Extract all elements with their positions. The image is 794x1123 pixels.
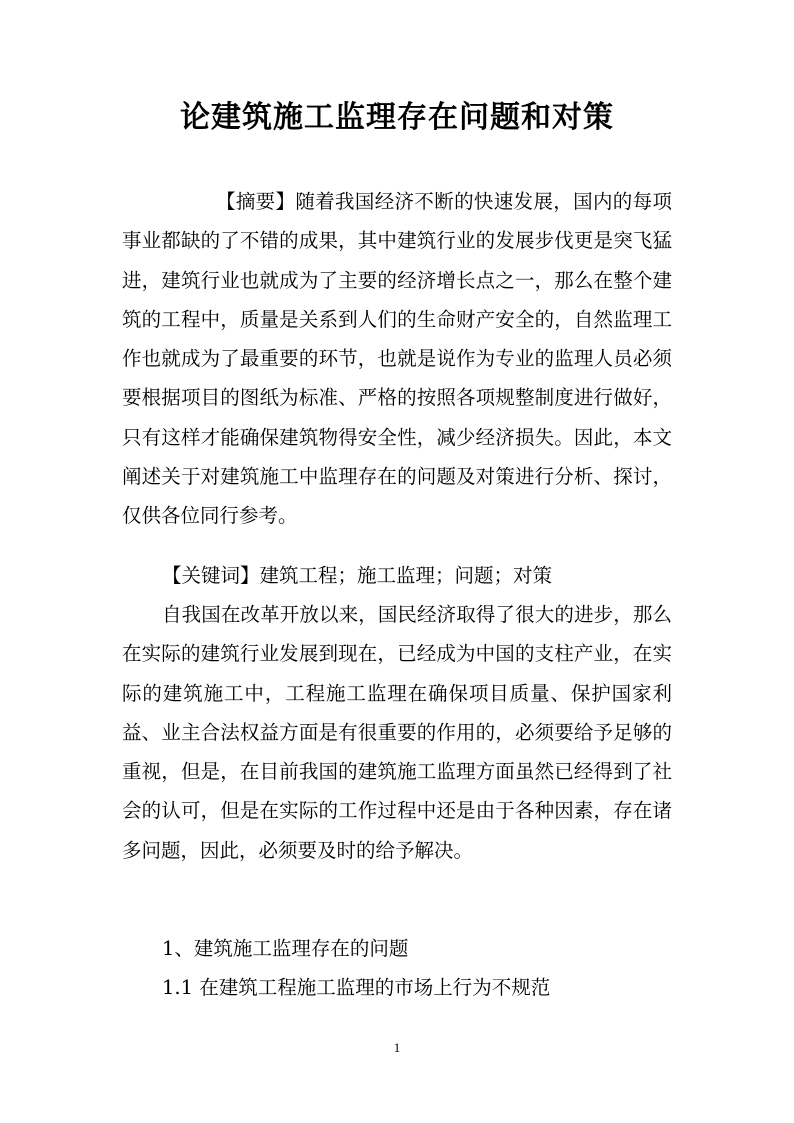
document-title: 论建筑施工监理存在问题和对策 — [180, 100, 614, 135]
section-heading-1-1: 1.1 在建筑工程施工监理的市场上行为不规范 — [162, 976, 551, 999]
keywords-line: 【关键词】建筑工程；施工监理；问题；对策 — [162, 564, 553, 587]
page-number: 1 — [393, 1040, 401, 1055]
section-heading-1: 1、建筑施工监理存在的问题 — [162, 937, 409, 960]
abstract-paragraph: 【摘要】随着我国经济不断的快速发展，国内的每项事业都缺的了不错的成果，其中建筑行业的发展步伐更是突飞猛进，建筑行业也就成为了主要的经济增长点之一，那么在整个建筑的工程中，质量是关系到人们的生命财产安全的，自然监理工作也就成为了最重要的环节，也就是说作为专业的监理人员必须要根据项目的图纸为标准、严格的按照各项规整制度进行做好，只有这样才能确保建筑物得安全性，减少经济损失。因此，本文阐述关于对建筑施工中监理存在的问题及对策进行分析、探讨，仅供各位同行参考。 — [122, 190, 672, 528]
intro-paragraph: 自我国在改革开放以来，国民经济取得了很大的进步，那么在实际的建筑行业发展到现在，已经成为中国的支柱产业，在实际的建筑施工中，工程施工监理在确保项目质量、保护国家利益、业主合法权益方面是有很重要的作用的，必须要给予足够的重视，但是，在目前我国的建筑施工监理方面虽然已经得到了社会的认可，但是在实际的工作过程中还是由于各种因素，存在诸多问题，因此，必须要及时的给予解决。 — [122, 603, 672, 862]
